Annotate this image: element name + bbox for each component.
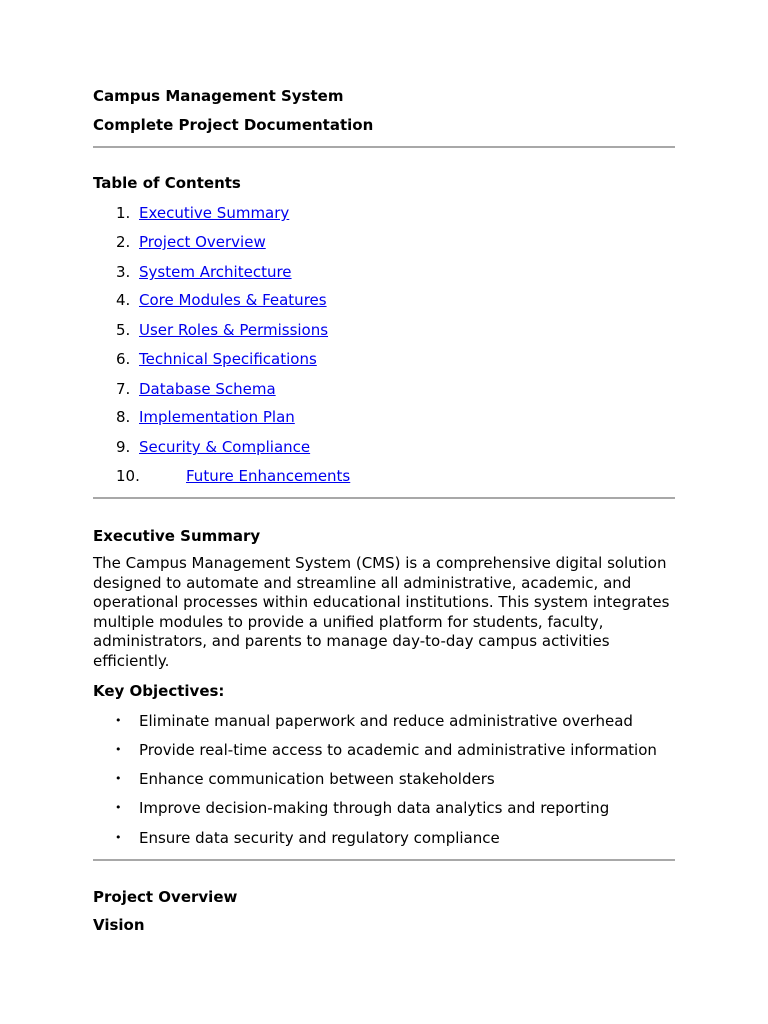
toc-link-future-enhancements[interactable]: Future Enhancements [186,467,351,485]
bullet-icon: • [115,772,122,785]
toc-link-database-schema[interactable]: Database Schema [139,380,276,398]
list-item-text: Eliminate manual paperwork and reduce administrative overhead [139,712,633,730]
list-item-text: Ensure data security and regulatory compliance [139,829,500,847]
section-heading-project-overview: Project Overview [93,888,238,906]
executive-summary-paragraph: The Campus Management System (CMS) is a comprehensive digital solution designed to automate and streamline all administrative, academic, and operational processes within educational institutions. This system integrates multiple modules to provide a unified platform for students, faculty, administrators, and parents to manage day-to-day campus activities efficiently. [93,554,670,670]
toc-link-technical-specifications[interactable]: Technical Specifications [139,350,317,368]
toc-link-project-overview[interactable]: Project Overview [139,233,266,251]
toc-item-number: 10. [116,467,140,485]
toc-link-executive-summary[interactable]: Executive Summary [139,204,290,222]
subsection-heading-vision: Vision [93,916,145,934]
toc-link-core-modules[interactable]: Core Modules & Features [139,291,327,309]
toc-item-number: 6. [116,350,131,368]
divider [93,146,675,148]
document-title: Campus Management System [93,87,344,105]
list-item-text: Provide real-time access to academic and administrative information [139,741,657,759]
toc-item-number: 7. [116,380,131,398]
toc-link-security-compliance[interactable]: Security & Compliance [139,438,311,456]
divider [93,497,675,499]
toc-item-number: 3. [116,263,131,281]
toc-heading: Table of Contents [93,174,241,192]
toc-link-implementation-plan[interactable]: Implementation Plan [139,408,295,426]
toc-item-number: 1. [116,204,131,222]
toc-item-number: 2. [116,233,131,251]
bullet-icon: • [115,831,122,844]
toc-link-system-architecture[interactable]: System Architecture [139,263,292,281]
toc-item-number: 4. [116,291,131,309]
toc-item-number: 9. [116,438,131,456]
document-subtitle: Complete Project Documentation [93,116,374,134]
key-objectives-heading: Key Objectives: [93,682,225,700]
toc-link-user-roles[interactable]: User Roles & Permissions [139,321,329,339]
divider [93,859,675,861]
bullet-icon: • [115,801,122,814]
list-item-text: Improve decision-making through data analytics and reporting [139,799,610,817]
toc-item-number: 5. [116,321,131,339]
bullet-icon: • [115,714,122,727]
bullet-icon: • [115,743,122,756]
list-item-text: Enhance communication between stakeholders [139,770,495,788]
toc-item-number: 8. [116,408,131,426]
section-heading-executive-summary: Executive Summary [93,527,261,545]
